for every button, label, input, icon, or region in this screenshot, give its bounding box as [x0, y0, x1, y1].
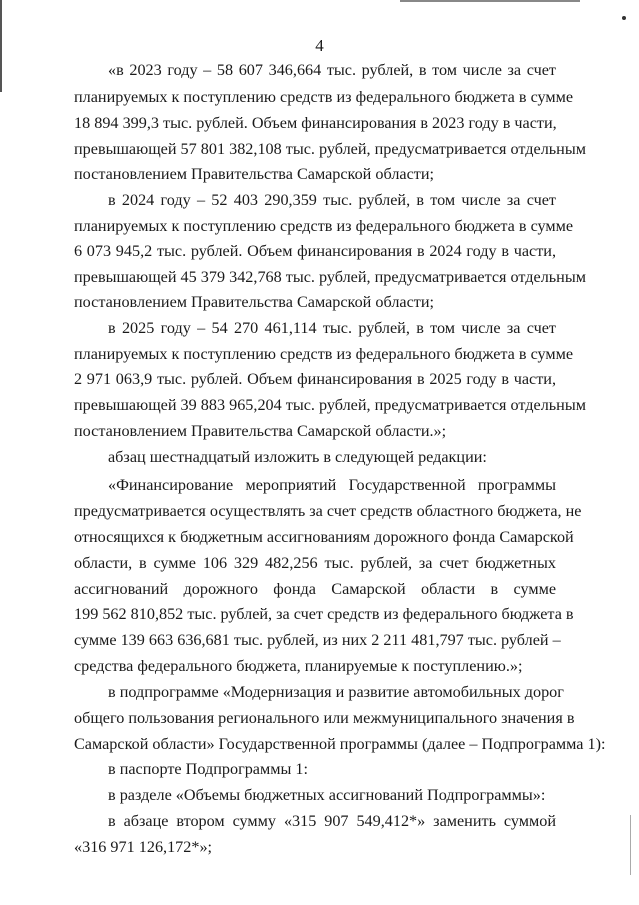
scan-edge-mark [400, 0, 580, 2]
text-line: общего пользования регионального или межмуниципального значения в [74, 709, 575, 727]
text-line: предусматривается осуществлять за счет средств областного бюджета, не [74, 502, 582, 520]
text-line: 2 971 063,9 тыс. рублей. Объем финансирования в 2025 году в части, [74, 370, 556, 388]
text-line: сумме 139 663 636,681 тыс. рублей, из них 2 211 481,797 тыс. рублей – [74, 631, 561, 649]
text-line: в абзаце втором сумму «315 907 549,412*» заменить суммой [108, 812, 556, 830]
text-line: 199 562 810,852 тыс. рублей, за счет средств из федерального бюджета в [74, 605, 574, 623]
text-line: в подпрограмме «Модернизация и развитие автомобильных дорог [108, 683, 564, 701]
text-line: относящихся к бюджетным ассигнованиям дорожного фонда Самарской [74, 528, 574, 546]
text-line: области, в сумме 106 329 482,256 тыс. рублей, за счет бюджетных [74, 554, 556, 572]
scan-edge-mark [622, 16, 626, 20]
text-line: постановлением Правительства Самарской области; [74, 165, 434, 183]
text-line: в 2025 году – 54 270 461,114 тыс. рублей, в том числе за счет [108, 319, 556, 337]
text-line: планируемых к поступлению средств из федерального бюджета в сумме [74, 345, 574, 363]
text-line: планируемых к поступлению средств из федерального бюджета в сумме [74, 217, 574, 235]
text-line: «в 2023 году – 58 607 346,664 тыс. рублей, в том числе за счет [108, 61, 556, 79]
text-line: в разделе «Объемы бюджетных ассигнований Подпрограммы»: [108, 786, 546, 804]
text-line: превышающей 45 379 342,768 тыс. рублей, предусматривается отдельным [74, 268, 586, 286]
text-line: превышающей 57 801 382,108 тыс. рублей, предусматривается отдельным [74, 140, 586, 158]
text-line: планируемых к поступлению средств из федерального бюджета в сумме [74, 88, 574, 106]
text-line: абзац шестнадцатый изложить в следующей редакции: [108, 448, 487, 466]
text-line: ассигнований дорожного фонда Самарской области в сумме [74, 580, 556, 598]
text-line: 18 894 399,3 тыс. рублей. Объем финансирования в 2023 году в части, [74, 114, 557, 132]
text-line: постановлением Правительства Самарской области.»; [74, 422, 447, 440]
text-line: 6 073 945,2 тыс. рублей. Объем финансирования в 2024 году в части, [74, 242, 556, 260]
text-line: «316 971 126,172*»; [74, 838, 213, 856]
scan-edge-mark [630, 815, 631, 875]
text-line: «Финансирование мероприятий Государственной программы [108, 476, 556, 494]
text-line: Самарской области» Государственной программы (далее – Подпрограмма 1): [74, 735, 606, 753]
text-line: средства федерального бюджета, планируемые к поступлению.»; [74, 657, 523, 675]
text-line: превышающей 39 883 965,204 тыс. рублей, предусматривается отдельным [74, 396, 586, 414]
scan-edge-mark [0, 0, 2, 92]
text-line: постановлением Правительства Самарской области; [74, 293, 434, 311]
text-line: в паспорте Подпрограммы 1: [108, 760, 308, 778]
text-line: в 2024 году – 52 403 290,359 тыс. рублей, в том числе за счет [108, 191, 556, 209]
page-number: 4 [315, 36, 324, 55]
